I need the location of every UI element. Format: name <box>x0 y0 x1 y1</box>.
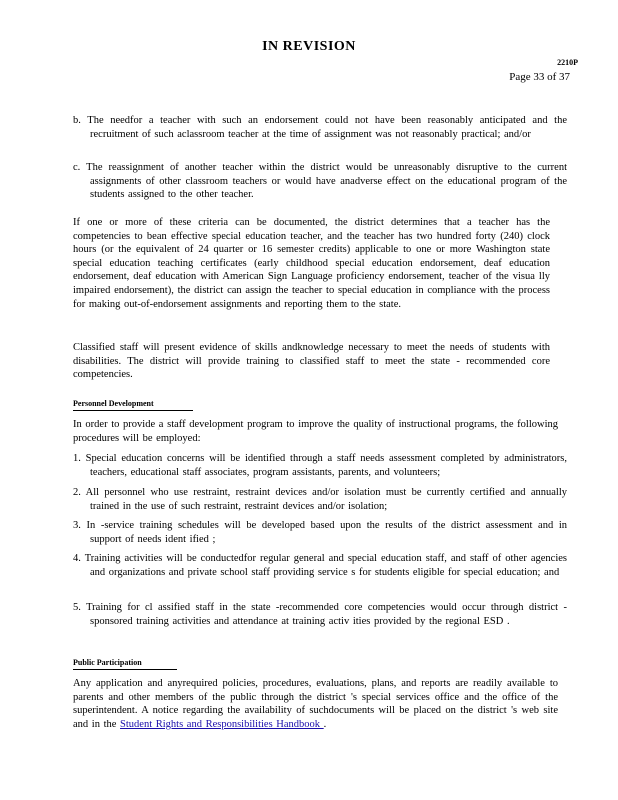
criterion-c: c. The reassignment of another teacher within the district would be unreasonably disruptive to the current assignments of other classroom teachers or would have anadverse effect on the educational program of the students assigned to the other teacher. <box>73 162 567 201</box>
handbook-link[interactable]: Student Rights and Responsibilities Handbook <box>120 718 324 730</box>
public-text-end: . <box>323 718 327 730</box>
page-number: Page 33 of 37 <box>509 71 570 83</box>
paragraph-classified-staff: Classified staff will present evidence of skills andknowledge necessary to meet the needs of students with disabilities. The district will provide training to classified staff to meet the state - recommended core competencies. <box>73 342 550 381</box>
personnel-intro: In order to provide a staff development program to improve the quality of instructional programs, the following procedures will be employed: <box>73 419 558 444</box>
criterion-b: b. The needfor a teacher with such an endorsement could not have been reasonably anticipated and the recruitment of such aclassroom teacher at the time of assignment was not reasonably practical; and/or <box>73 115 567 140</box>
section-heading-personnel-development: Personnel Development <box>73 399 193 411</box>
policy-code: 2210P <box>557 58 578 67</box>
public-text-body: Any application and anyrequired policies, procedures, evaluations, plans, and reports are readily available to parents and other members of the public through the district 's special services office and the office of the superintendent. A notice regarding the availability of suchdocuments will be placed on the district 's web site and in the <box>73 678 558 730</box>
public-participation-text <box>73 677 558 731</box>
list-item: 4. Training activities will be conductedfor regular general and special education staff, and staff of other agencies and organizations and private school staff providing service s for students eligible for special education; and <box>73 553 567 578</box>
paragraph-criteria-documented: If one or more of these criteria can be documented, the district determines that a teacher has the competencies to bean effective special education teacher, and the teacher has two hundred forty (240) clock hours (or the equivalent of 24 quarter or 16 semester credits) applicable to one or more Washington state special education teaching certificates (early childhood special education endorsement, deaf education endorsement, deaf education with American Sign Language proficiency endorsement, teacher of the visua lly impaired endorsement), the district can assign the teacher to special education in compliance with the process for making out-of-endorsement assignments and reporting them to the state. <box>73 217 550 310</box>
list-item: 5. Training for cl assified staff in the state -recommended core competencies would occur through district -sponsored training activities and attendance at training activ ities provided by the regional ESD . <box>73 602 567 627</box>
section-heading-public-participation: Public Participation <box>73 658 177 670</box>
page-title: IN REVISION <box>262 39 356 54</box>
list-item: 2. All personnel who use restraint, restraint devices and/or isolation must be currently certified and annually trained in the use of such restraint, restraint devices and/or isolation; <box>73 487 567 512</box>
list-item: 3. In -service training schedules will be developed based upon the results of the district assessment and in support of needs ident ified ; <box>73 520 567 545</box>
list-item: 1. Special education concerns will be identified through a staff needs assessment completed by administrators, teachers, educational staff associates, program assistants, parents, and volunteers; <box>73 453 567 478</box>
